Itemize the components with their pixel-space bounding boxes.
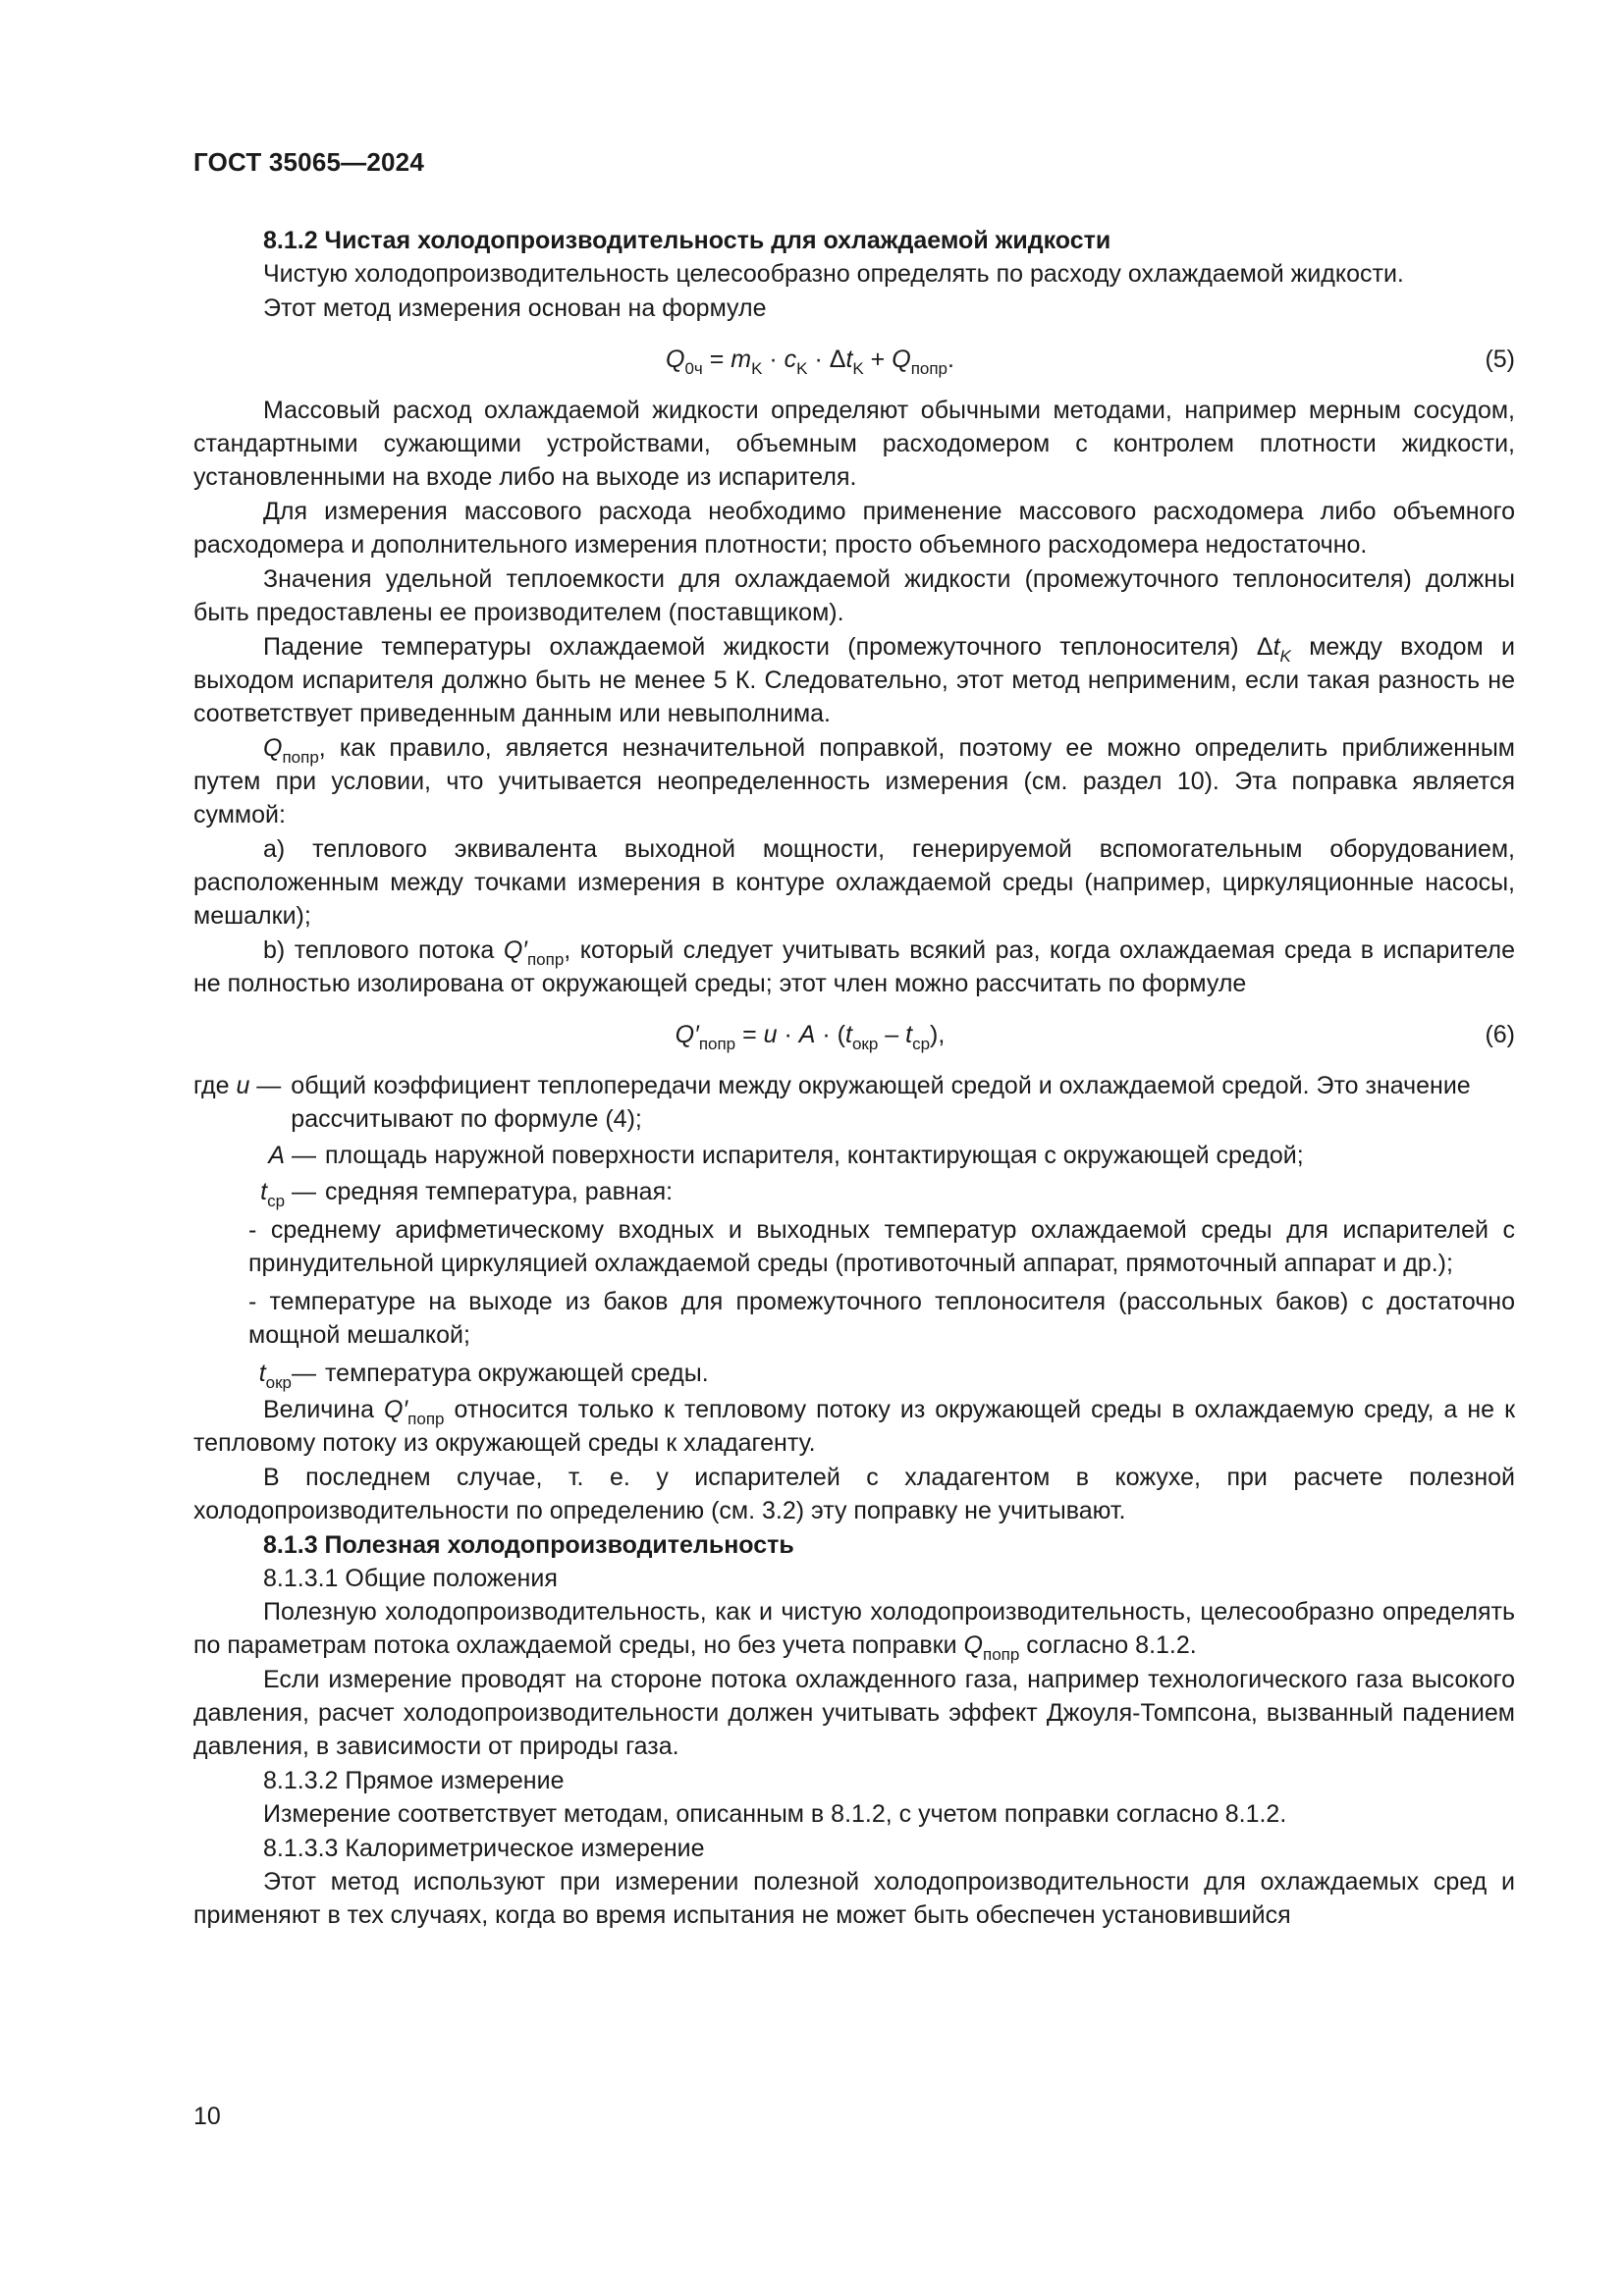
list-item: a) теплового эквивалента выходной мощности, генерируемой вспомогательным оборудованием, расположенным между точками измерения в контуре охлаждаемой среды (например, циркуляционные насосы, мешалки); <box>193 835 1515 930</box>
list-item: b) теплового потока $Q'_{попр}$, который следует учитывать всякий раз, когда охлаждаемая среда в испарителе не полностью изолирована от окружающей среды; этот член можно рассчитать по формуле <box>193 936 1516 997</box>
document-page <box>193 0 1515 2296</box>
definition-tcp: $t_{ср}$ — средняя температура, равная: <box>260 1178 674 1210</box>
subsection-heading: 8.1.3.2 Прямое измерение <box>263 1767 565 1794</box>
definition-sub-item: - среднему арифметическому входных и выходных температур охлаждаемой среды для испарителей с принудительной циркуляцией охлаждаемой среды (противоточный аппарат, прямоточный аппарат и др.); <box>248 1216 1515 1277</box>
paragraph: Если измерение проводят на стороне потока охлажденного газа, например технологического газа высокого давления, расчет холодопроизводительности должен учитывать эффект Джоуля-Томпсона, вызванный падением давления, в зависимости от природы газа. <box>193 1666 1515 1760</box>
paragraph: В последнем случае, т. е. у испарителей с хладагентом в кожухе, при расчете полезной холодопроизводительности по определению (см. 3.2) эту поправку не учитывают. <box>193 1464 1515 1524</box>
paragraph: Этот метод используют при измерении полезной холодопроизводительности для охлаждаемых сред и применяют в тех случаях, когда во время испытания не может быть обеспечен установившийся <box>193 1868 1515 1929</box>
formula-expression: $Q_{0ч} = m_K \cdot c_K \cdot \Delta t_K + Q_{попр}$. <box>666 346 954 378</box>
paragraph: Массовый расход охлаждаемой жидкости определяют обычными методами, например мерным сосудом, стандартными сужающими устройствами, объемным расходомером с контролем плотности жидкости, установленными на входе либо на выходе из испарителя. <box>193 397 1515 491</box>
paragraph: Этот метод измерения основан на формуле <box>263 294 767 322</box>
definition-sub-item: - температуре на выходе из баков для промежуточного теплоносителя (рассольных баков) с достаточно мощной мешалкой; <box>248 1288 1515 1349</box>
paragraph: $Q_{попр}$, как правило, является незначительной поправкой, поэтому ее можно определить приближенным путем при условии, что учитывается неопределенность измерения (см. раздел 10). Эта поправка является суммой: <box>193 734 1515 828</box>
definition-A: A — площадь наружной поверхности испарителя, контактирующая с окружающей средой; <box>268 1142 1304 1169</box>
section-heading-8-1-3: 8.1.3 Полезная холодопроизводительность <box>263 1531 794 1559</box>
formula-number: (5) <box>1485 346 1515 373</box>
section-heading-8-1-2: 8.1.2 Чистая холодопроизводительность для охлаждаемой жидкости <box>263 227 1111 254</box>
formula-5 <box>193 333 1515 388</box>
subsection-heading: 8.1.3.1 Общие положения <box>263 1565 558 1592</box>
page-number: 10 <box>193 2103 221 2130</box>
document-header: ГОСТ 35065—2024 <box>193 147 424 177</box>
paragraph: Чистую холодопроизводительность целесообразно определять по расходу охлаждаемой жидкости. <box>263 260 1404 288</box>
definition-u: где u — общий коэффициент теплопередачи между окружающей средой и охлаждаемой средой. Это значение рассчитывают по формуле (4); <box>193 1072 1471 1133</box>
definition-tokr: $t_{окр}—$ температура окружающей среды. <box>258 1360 709 1392</box>
paragraph: Полезную холодопроизводительность, как и чистую холодопроизводительность, целесообразно определять по параметрам потока охлаждаемой среды, но без учета поправки $Q_{попр}$ согласно 8.1.2. <box>193 1598 1515 1664</box>
formula-number: (6) <box>1485 1021 1515 1048</box>
paragraph: Падение температуры охлаждаемой жидкости (промежуточного теплоносителя) $\Delta t_K$ между входом и выходом испарителя должно быть не менее 5 К. Следовательно, этот метод неприменим, если такая разность не соответствует приведенным данным или невыполнима. <box>193 633 1515 727</box>
paragraph: Для измерения массового расхода необходимо применение массового расходомера либо объемного расходомера и дополнительного измерения плотности; просто объемного расходомера недостаточно. <box>193 498 1515 559</box>
paragraph: Величина $Q'_{попр}$ относится только к тепловому потоку из окружающей среды в охлаждаемую среду, а не к тепловому потоку из окружающей среды к хладагенту. <box>193 1396 1516 1457</box>
formula-expression: $Q'_{попр} = u \cdot A \cdot (t_{окр} - t_{ср})$, <box>675 1021 946 1053</box>
formula-6 <box>193 1008 1515 1063</box>
document-body <box>193 224 1515 1933</box>
paragraph: Измерение соответствует методам, описанным в 8.1.2, с учетом поправки согласно 8.1.2. <box>263 1800 1287 1828</box>
subsection-heading: 8.1.3.3 Калориметрическое измерение <box>263 1835 705 1862</box>
paragraph: Значения удельной теплоемкости для охлаждаемой жидкости (промежуточного теплоносителя) должны быть предоставлены ее производителем (поставщиком). <box>193 565 1515 626</box>
